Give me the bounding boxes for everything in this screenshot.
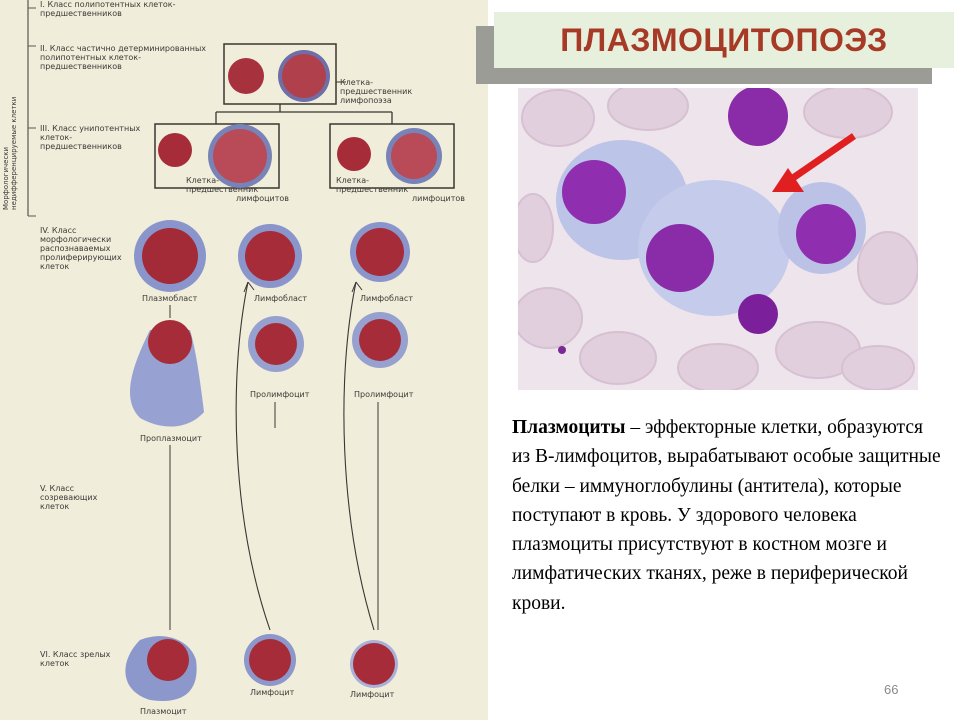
title-banner <box>494 12 954 68</box>
lymphocytes-right-label: лимфоцитов <box>412 194 465 203</box>
term-plasmocytes: Плазмоциты <box>512 417 626 438</box>
plasmoblast-label: Плазмобласт <box>142 294 198 303</box>
class-6-label: VI. Класс зрелых клеток <box>40 650 111 668</box>
lymphocytes-left-label: лимфоцитов <box>236 194 289 203</box>
class-4-label: IV. Класс морфологически распознаваемых пролиферирующих клеток <box>40 226 122 271</box>
plasmocyte-label: Плазмоцит <box>140 707 187 716</box>
precursor-left-label: Клетка-предшественник <box>186 176 259 194</box>
class-2-label: II. Класс частично детерминированных полипотентных клеток-предшественников <box>40 44 206 71</box>
micrograph-image <box>518 88 918 390</box>
page-number: 66 <box>884 682 899 697</box>
prolymphocyte-label: Пролимфоцит <box>250 390 310 399</box>
plasmocyte-micrograph <box>518 88 918 390</box>
proplasmocyte-label: Проплазмоцит <box>140 434 202 443</box>
lymphopoiesis-precursor-label: Клетка-предшественник лимфопоэза <box>340 78 413 105</box>
class-1-label: I. Класс полипотентных клеток-предшественников <box>40 0 176 18</box>
lymphocyte-label: Лимфоцит <box>250 688 295 697</box>
description-paragraph <box>512 413 942 618</box>
slide-title: ПЛАЗМОЦИТОПОЭЗ <box>560 21 888 58</box>
lymphocyte-label: Лимфоцит <box>350 690 395 699</box>
prolymphocyte-label: Пролимфоцит <box>354 390 414 399</box>
side-label: Морфологически недифференцируемые клетки <box>2 96 18 210</box>
lymphoblast-label: Лимфобласт <box>254 294 307 303</box>
class-5-label: V. Класс созревающих клеток <box>40 484 98 511</box>
class-3-label: III. Класс унипотентных клеток-предшественников <box>40 124 141 151</box>
precursor-right-label: Клетка-предшественник <box>336 176 409 194</box>
lymphoblast-label: Лимфобласт <box>360 294 413 303</box>
description-text: – эффекторные клетки, образуются из В-лимфоцитов, вырабатывают особые защитные белки – иммуноглобулины (антитела), которые поступают в кровь. У здорового человека плазмоциты присутствуют в костном мозге и лимфатических тканях, реже в периферической крови. <box>512 417 941 614</box>
